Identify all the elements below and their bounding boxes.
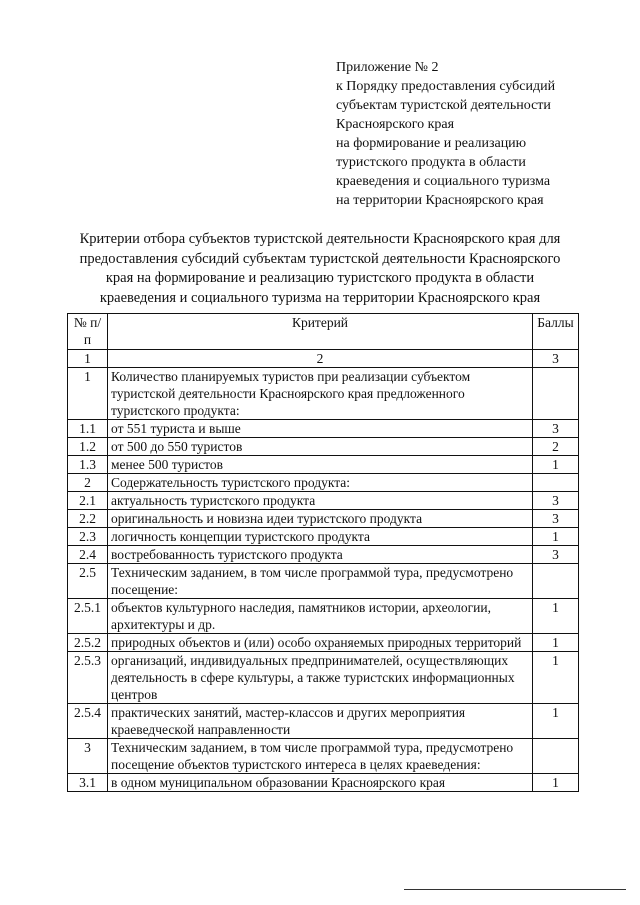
table-row [68, 474, 579, 492]
title-line: Критерии отбора субъектов туристской деятельности Красноярского края для [79, 231, 561, 247]
row-points [533, 564, 579, 599]
row-number: 2.5 [68, 564, 108, 599]
appendix-line: к Порядку предоставления субсидий [336, 79, 556, 94]
appendix-line: субъектам туристской деятельности [336, 98, 551, 113]
row-points: 1 [533, 599, 579, 634]
row-criterion: в одном муниципальном образовании Красноярского края [108, 774, 533, 792]
criteria-body [68, 368, 579, 792]
row-points: 1 [533, 704, 579, 739]
appendix-line: туристского продукта в области [336, 155, 526, 170]
row-criterion: Техническим заданием, в том числе программой тура, предусмотрено посещение объектов туристского интереса в целях краеведения: [108, 739, 533, 774]
row-number: 3 [68, 739, 108, 774]
row-points [533, 368, 579, 420]
appendix-line: на территории Красноярского края [336, 193, 544, 208]
table-row [68, 456, 579, 474]
row-criterion: природных объектов и (или) особо охраняемых природных территорий [108, 634, 533, 652]
row-criterion: Количество планируемых туристов при реализации субъектом туристской деятельности Красноярского края предложенного туристского продукта: [108, 368, 533, 420]
row-number: 2.2 [68, 510, 108, 528]
index-number: 1 [68, 350, 108, 368]
row-criterion: Содержательность туристского продукта: [108, 474, 533, 492]
row-criterion: оригинальность и новизна идеи туристского продукта [108, 510, 533, 528]
row-number: 2.5.3 [68, 652, 108, 704]
row-number: 2.4 [68, 546, 108, 564]
table-row [68, 599, 579, 634]
row-points: 1 [533, 456, 579, 474]
index-points: 3 [533, 350, 579, 368]
row-number: 1.3 [68, 456, 108, 474]
row-criterion: от 551 туриста и выше [108, 420, 533, 438]
criteria-table [67, 313, 579, 792]
row-criterion: практических занятий, мастер-классов и других мероприятия краеведческой направленности [108, 704, 533, 739]
table-row [68, 704, 579, 739]
row-number: 1.2 [68, 438, 108, 456]
title-line: края на формирование и реализацию туристского продукта в области [105, 270, 535, 286]
row-number: 2.5.2 [68, 634, 108, 652]
row-criterion: организаций, индивидуальных предпринимателей, осуществляющих деятельность в сфере культуры, а также туристских информационных центров [108, 652, 533, 704]
table-row [68, 652, 579, 704]
row-points [533, 739, 579, 774]
row-points: 1 [533, 652, 579, 704]
row-points [533, 474, 579, 492]
row-number: 2.5.1 [68, 599, 108, 634]
appendix-line: на формирование и реализацию [336, 136, 527, 151]
row-points: 1 [533, 634, 579, 652]
table-header-row [68, 314, 579, 350]
index-criterion: 2 [108, 350, 533, 368]
table-row [68, 438, 579, 456]
footer-rule [404, 889, 626, 890]
table-row [68, 546, 579, 564]
row-criterion: объектов культурного наследия, памятников истории, археологии, архитектуры и др. [108, 599, 533, 634]
row-number: 3.1 [68, 774, 108, 792]
table-row [68, 739, 579, 774]
row-points: 3 [533, 510, 579, 528]
row-criterion: логичность концепции туристского продукта [108, 528, 533, 546]
appendix-line: Красноярского края [336, 117, 455, 132]
row-number: 1 [68, 368, 108, 420]
table-row [68, 492, 579, 510]
appendix-line: Приложение № 2 [336, 60, 439, 75]
row-criterion: востребованность туристского продукта [108, 546, 533, 564]
row-criterion: актуальность туристского продукта [108, 492, 533, 510]
row-criterion: менее 500 туристов [108, 456, 533, 474]
table-row [68, 368, 579, 420]
header-number: № п/п [68, 314, 108, 350]
header-criterion: Критерий [108, 314, 533, 350]
table-row [68, 774, 579, 792]
table-index-row [68, 350, 579, 368]
row-number: 2.1 [68, 492, 108, 510]
row-points: 2 [533, 438, 579, 456]
row-points: 3 [533, 420, 579, 438]
row-points: 3 [533, 492, 579, 510]
appendix-line: краеведения и социального туризма [336, 174, 551, 189]
table-row [68, 634, 579, 652]
table-row [68, 564, 579, 599]
table-row [68, 510, 579, 528]
row-number: 2.3 [68, 528, 108, 546]
row-number: 1.1 [68, 420, 108, 438]
title-line: предоставления субсидий субъектам туристской деятельности Красноярского [79, 250, 561, 267]
row-points: 3 [533, 546, 579, 564]
header-points: Баллы [533, 314, 579, 350]
row-points: 1 [533, 774, 579, 792]
row-number: 2.5.4 [68, 704, 108, 739]
row-points: 1 [533, 528, 579, 546]
title-line: краеведения и социального туризма на территории Красноярского края [99, 289, 541, 306]
appendix-header [336, 58, 626, 210]
row-criterion: Техническим заданием, в том числе программой тура, предусмотрено посещение: [108, 564, 533, 599]
row-number: 2 [68, 474, 108, 492]
table-row [68, 420, 579, 438]
document-title [40, 230, 600, 308]
table-row [68, 528, 579, 546]
row-criterion: от 500 до 550 туристов [108, 438, 533, 456]
